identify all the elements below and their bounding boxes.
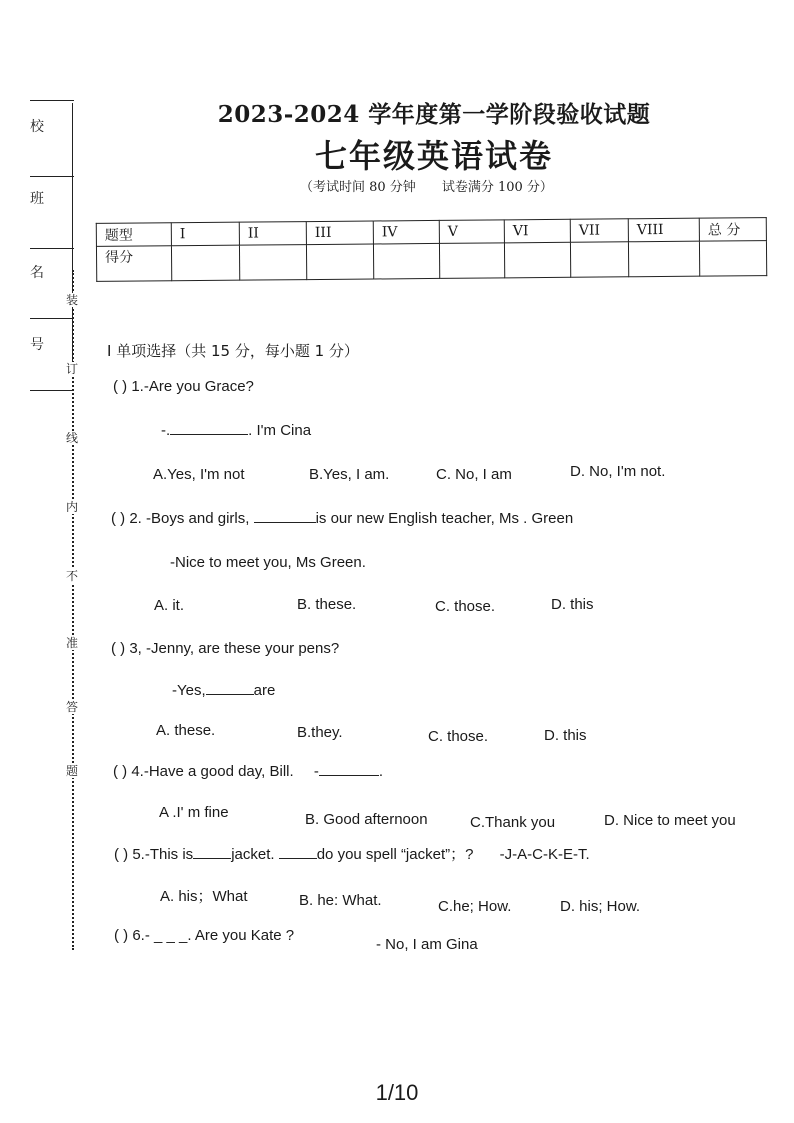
score-cell[interactable] — [570, 242, 628, 278]
answer-blank[interactable] — [279, 846, 317, 859]
question-1-reply — [161, 422, 311, 439]
reply-suffix: . — [378, 763, 383, 780]
score-row-label: 得分 — [96, 246, 171, 282]
reply-prefix: -Yes, — [172, 682, 206, 699]
question-6 — [114, 927, 294, 944]
option-a: A.Yes, I'm not — [153, 466, 245, 483]
reply-suffix: are — [253, 682, 276, 699]
exam-title: 2023-2024 学年度第一学阶段验收试题 — [217, 101, 651, 128]
seal-char: 订 — [66, 362, 79, 376]
option-c: C. No, I am — [436, 466, 512, 483]
score-header-cell: 题型 — [96, 223, 171, 247]
reply-prefix: -. — [161, 422, 171, 439]
option-a: A .I' m fine — [159, 804, 229, 821]
answer-blank[interactable] — [206, 682, 254, 695]
option-d: D. this — [551, 596, 594, 613]
score-cell[interactable] — [504, 242, 570, 278]
question-3 — [111, 640, 339, 657]
question-6-reply: - No, I am Gina — [376, 936, 478, 953]
question-stem-spelling: -J-A-C-K-E-T. — [499, 846, 590, 863]
answer-bracket[interactable]: ( ) — [111, 640, 126, 657]
answer-blank[interactable] — [254, 510, 316, 523]
question-4 — [113, 763, 383, 780]
score-header-cell: IV — [373, 220, 439, 244]
score-header-cell: VIII — [628, 218, 699, 242]
option-d: D. this — [544, 727, 587, 744]
score-cell[interactable] — [306, 244, 373, 280]
reply-prefix: - — [313, 763, 319, 780]
seal-char: 题 — [66, 764, 79, 778]
option-b: B. he: What. — [299, 892, 382, 909]
margin-label-school: 校 — [30, 119, 44, 135]
answer-bracket[interactable]: ( ) — [114, 927, 129, 944]
score-header-cell: V — [439, 220, 504, 244]
score-cell[interactable] — [171, 245, 239, 281]
score-header-cell: III — [306, 221, 373, 245]
question-3-reply — [172, 682, 275, 699]
answer-bracket[interactable]: ( ) — [113, 763, 128, 780]
question-stem: 5.-This is — [132, 846, 194, 863]
option-b: B. Good afternoon — [305, 811, 428, 828]
score-header-cell: 总 分 — [699, 218, 766, 242]
seal-char: 内 — [66, 500, 79, 514]
score-header-cell: II — [239, 222, 306, 246]
option-c: C. those. — [435, 598, 496, 615]
answer-bracket[interactable]: ( ) — [113, 378, 128, 395]
score-table-score-row — [96, 241, 766, 282]
question-5 — [114, 843, 590, 864]
question-2 — [111, 510, 573, 527]
question-stem: 3, -Jenny, are these your pens? — [129, 640, 340, 657]
margin-label-name: 名 — [30, 265, 44, 281]
option-c: C. those. — [428, 728, 489, 745]
answer-bracket[interactable]: ( ) — [111, 510, 126, 527]
answer-blank[interactable] — [170, 422, 248, 435]
score-header-cell: I — [171, 222, 239, 246]
score-cell[interactable] — [628, 241, 699, 277]
reply-suffix: . I'm Cina — [248, 422, 312, 439]
option-d: D. Nice to meet you — [604, 812, 736, 829]
question-stem-cont: jacket. — [231, 846, 275, 863]
option-d: D. his; How. — [560, 898, 641, 915]
margin-line — [30, 390, 74, 391]
score-cell[interactable] — [239, 245, 306, 281]
seal-char: 答 — [66, 700, 79, 714]
seal-char: 准 — [66, 636, 79, 650]
option-a: A. these. — [156, 722, 216, 739]
section-heading: I 单项选择（共 15 分，每小题 1 分） — [107, 342, 359, 360]
question-stem: 2. -Boys and girls, — [129, 510, 250, 527]
margin-line — [30, 248, 74, 249]
option-c: C.he; How. — [438, 898, 512, 915]
exam-time: （考试时间 80 分钟 — [300, 180, 416, 195]
score-table — [96, 217, 767, 282]
option-a: A. it. — [154, 597, 185, 614]
margin-label-class: 班 — [30, 191, 44, 207]
question-stem: 4.-Have a good day, Bill. — [131, 763, 294, 780]
exam-subtitle: 七年级英语试卷 — [314, 137, 553, 175]
option-b: B. these. — [297, 596, 357, 613]
question-stem-cont: is our new English teacher, Ms . Green — [315, 510, 574, 527]
option-c: C.Thank you — [470, 814, 556, 831]
answer-blank[interactable] — [319, 763, 379, 776]
full-score: 试卷满分 100 分） — [441, 180, 553, 195]
exam-info — [300, 176, 579, 195]
score-cell[interactable] — [439, 243, 504, 279]
answer-bracket[interactable]: ( ) — [114, 846, 129, 863]
margin-label-number: 号 — [30, 337, 44, 353]
question-stem: 1.-Are you Grace? — [131, 378, 254, 395]
score-header-cell: VI — [504, 219, 570, 243]
score-header-cell: VII — [570, 219, 628, 243]
margin-line — [30, 318, 74, 319]
option-a: A. his；What — [160, 888, 248, 905]
option-b: B.they. — [297, 724, 343, 741]
seal-char: 不 — [66, 569, 79, 583]
option-d: D. No, I'm not. — [570, 463, 666, 480]
page-number: 1/10 — [375, 1080, 419, 1105]
option-b: B.Yes, I am. — [309, 466, 390, 483]
seal-char: 装 — [66, 293, 79, 307]
score-cell[interactable] — [373, 243, 439, 279]
answer-blank[interactable] — [193, 846, 231, 859]
score-cell-total[interactable] — [699, 241, 766, 277]
question-1 — [113, 378, 254, 395]
question-stem: 6.- _ _ _. Are you Kate ? — [132, 927, 295, 944]
question-2-reply: -Nice to meet you, Ms Green. — [170, 554, 366, 571]
question-stem-cont: do you spell “jacket”；? — [316, 846, 474, 863]
seal-char: 线 — [66, 431, 79, 445]
